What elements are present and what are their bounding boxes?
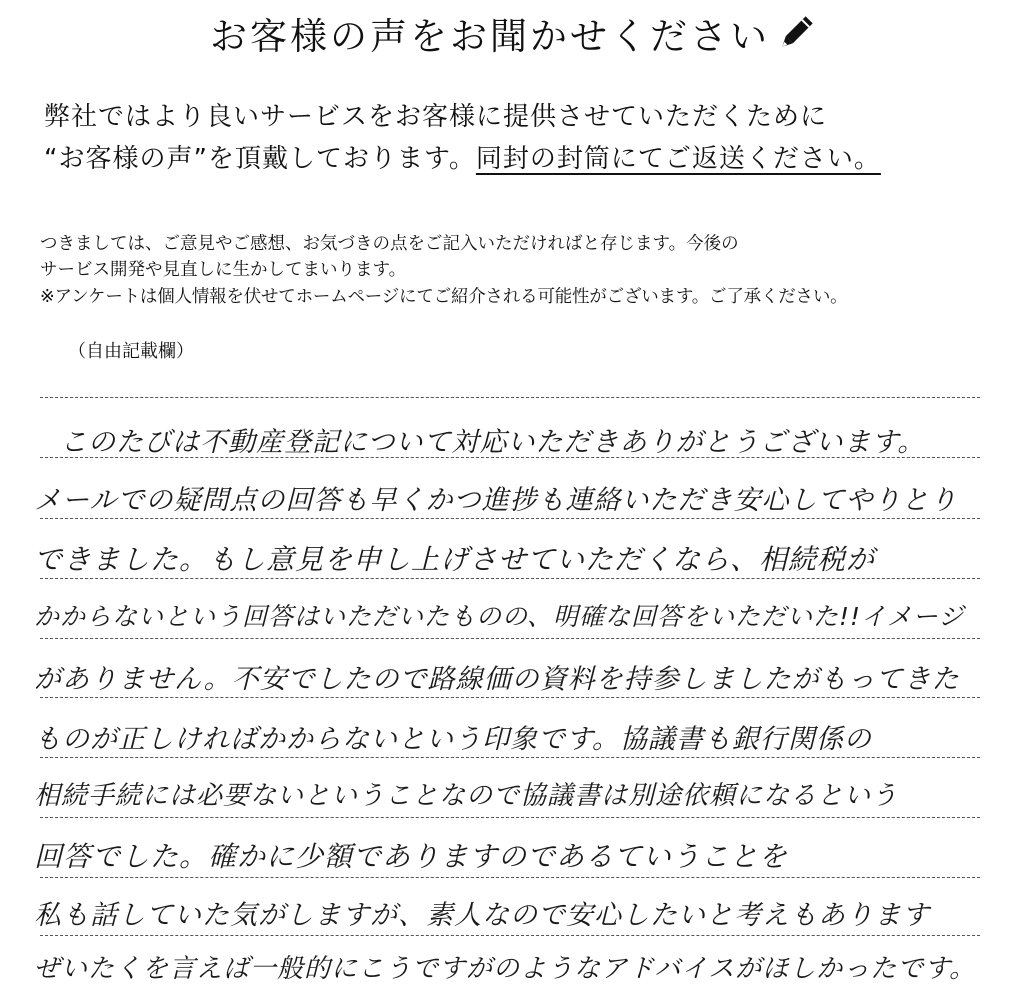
handwritten-line: このたびは不動産登記について対応いただきありがとうございます。 <box>60 427 926 458</box>
entry-rule <box>40 697 980 698</box>
entry-rule <box>40 757 980 758</box>
entry-rule <box>40 397 980 398</box>
entry-rule <box>40 935 980 936</box>
handwritten-line: がありません。不安でしたので路線価の資料を持参しましたがもってきた <box>34 664 960 695</box>
notice-line-1: つきましては、ご意見やご感想、お気づきの点をご記入いただければと存じます。今後の <box>40 234 739 254</box>
handwritten-line: できました。もし意見を申し上げさせていただくなら、相続税が <box>34 543 876 576</box>
notice-line-2: サービス開発や見直しに生かしてまいります。 <box>40 260 407 280</box>
handwritten-line: メールでの疑問点の回答も早くかつ進捗も連絡いただき安心してやりとり <box>34 485 958 516</box>
free-entry-label: （自由記載欄） <box>68 341 194 362</box>
entry-rule <box>40 638 980 639</box>
handwritten-line: 相続手続には必要ないということなので協議書は別途依頼になるという <box>34 781 899 811</box>
page-title-text: お客様の声をお聞かせください <box>210 15 770 58</box>
handwritten-line: ぜいたくを言えば一般的にこうですがのようなアドバイスがほしかったです。 <box>34 954 977 984</box>
pencil-icon <box>776 14 814 63</box>
return-instruction: 同封の封筒にてご返送ください。 <box>475 144 881 174</box>
handwritten-line: ものが正しければかからないという印象です。協議書も銀行関係の <box>34 724 872 755</box>
privacy-notice: ※アンケートは個人情報を伏せてホームページにてご紹介される可能性がございます。ご了承ください。 <box>40 287 848 307</box>
entry-rule <box>40 877 980 878</box>
entry-rule <box>40 578 980 579</box>
entry-rule <box>40 817 980 818</box>
handwritten-line: 回答でした。確かに少額でありますのであるていうことを <box>34 840 788 873</box>
handwritten-line: 私も話していた気がしますが、素人なので安心したいと考えもあります <box>34 900 930 931</box>
intro-line-1: 弊社ではより良いサービスをお客様に提供させていただくために <box>44 102 828 132</box>
intro-line-2-prefix: “お客様の声”を頂戴しております。 <box>44 144 476 174</box>
entry-rule <box>40 518 980 519</box>
handwritten-line: かからないという回答はいただいたものの、明確な回答をいただいた!!イメージ <box>34 602 965 631</box>
page-title <box>0 6 1024 63</box>
intro-line-2 <box>44 138 881 175</box>
